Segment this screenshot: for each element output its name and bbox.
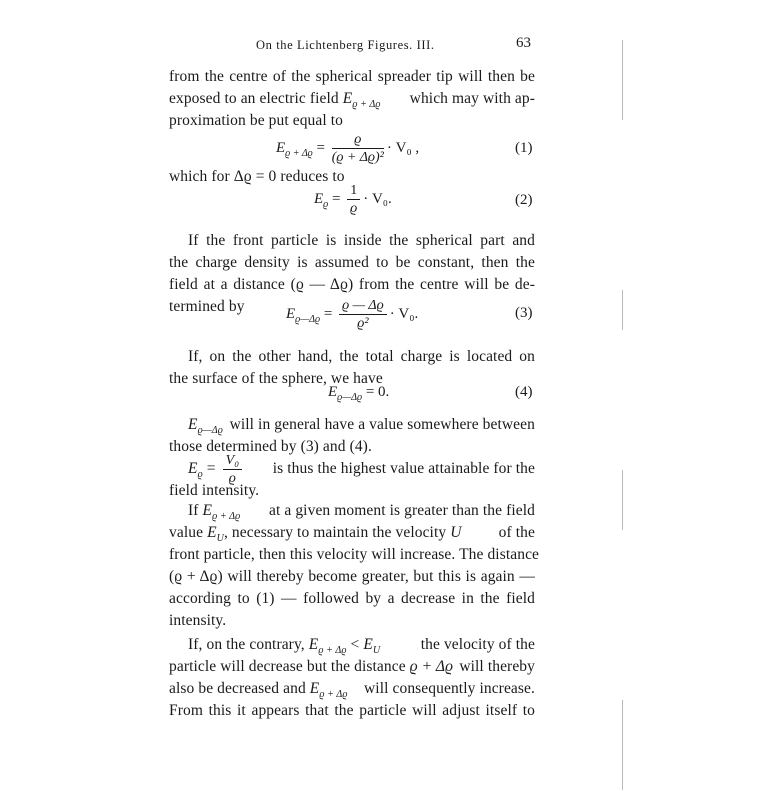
p8-line4: From this it appears that the particle will adjust itself to (169, 702, 535, 719)
p4-line1: If, on the other hand, the total charge is located on (188, 348, 535, 365)
p6-line2: field intensity. (169, 482, 260, 499)
p2-line: which for Δϱ = 0 reduces to (169, 168, 345, 185)
page-number: 63 (516, 35, 531, 51)
equation-2-number: (2) (515, 192, 533, 208)
p7-line4: (ϱ + Δϱ) will thereby become greater, but this is again — (169, 568, 535, 585)
p6-line1: $E_ϱ$ = $\frac{\text{V₀}}{ϱ}$ is thus the highest value attainable for the (188, 452, 535, 486)
p7-line5: according to (1) — followed by a decrease in the field (169, 590, 535, 607)
running-title: On the Lichtenberg Figures. III. (256, 38, 435, 52)
p3-line4: termined by (169, 298, 245, 315)
equation-1-number: (1) (515, 140, 533, 156)
p3-line2: the charge density is assumed to be constant, then the (169, 254, 535, 271)
p8-line3: also be decreased and $E_{ϱ + \Delta ϱ}$ will consequently increase. (169, 680, 535, 700)
p5-line2: those determined by (3) and (4). (169, 438, 372, 455)
p7-line3: front particle, then this velocity will increase. The distance (169, 546, 540, 563)
equation-1: $E_{ϱ + \Delta ϱ}$ = $\frac{ϱ}{\text{(ϱ + Δϱ)²}}$ · V₀ , (276, 132, 420, 165)
scan-margin-mark (622, 290, 623, 330)
scan-margin-mark (622, 40, 623, 120)
p5-line1: $E_{ϱ—\Delta ϱ}$ will in general have a value somewhere between (188, 416, 535, 436)
equation-4-number: (4) (515, 384, 533, 400)
p4-line2: the surface of the sphere, we have (169, 370, 383, 387)
p1-line2: exposed to an electric field $E_{ϱ + \Delta ϱ}$ which may with ap- (169, 90, 535, 110)
p1-line3: proximation be put equal to (169, 112, 344, 129)
equation-3: $E_{ϱ—\Delta ϱ}$ = $\frac{ϱ — \Delta ϱ}{\text{ϱ²}}$ · V₀. (286, 298, 419, 331)
p8-line1: If, on the contrary, $E_{ϱ + \Delta ϱ} < E_U$ the velocity of the (188, 636, 535, 656)
p1-line1: from the centre of the spherical spreader tip will then be (169, 68, 535, 85)
p3-line1: If the front particle is inside the spherical part and (188, 232, 535, 249)
p7-line6: intensity. (169, 612, 227, 629)
equation-4: $E_{ϱ—\Delta ϱ} = 0$. (328, 384, 390, 403)
p8-line2: particle will decrease but the distance ϱ + Δϱ will thereby (169, 658, 535, 675)
p3-line3: field at a distance (ϱ — Δϱ) from the centre will be de- (169, 276, 535, 293)
equation-2: $E_ϱ$ = $\frac{1}{ϱ}$ · V₀. (314, 183, 392, 216)
p7-line1: If $E_{ϱ + \Delta ϱ}$ at a given moment is greater than the field (188, 502, 535, 522)
equation-3-number: (3) (515, 305, 533, 321)
p7-line2: value $E_U$, necessary to maintain the velocity U of the (169, 524, 535, 544)
scan-margin-mark (622, 470, 623, 530)
scan-margin-mark (622, 700, 623, 790)
